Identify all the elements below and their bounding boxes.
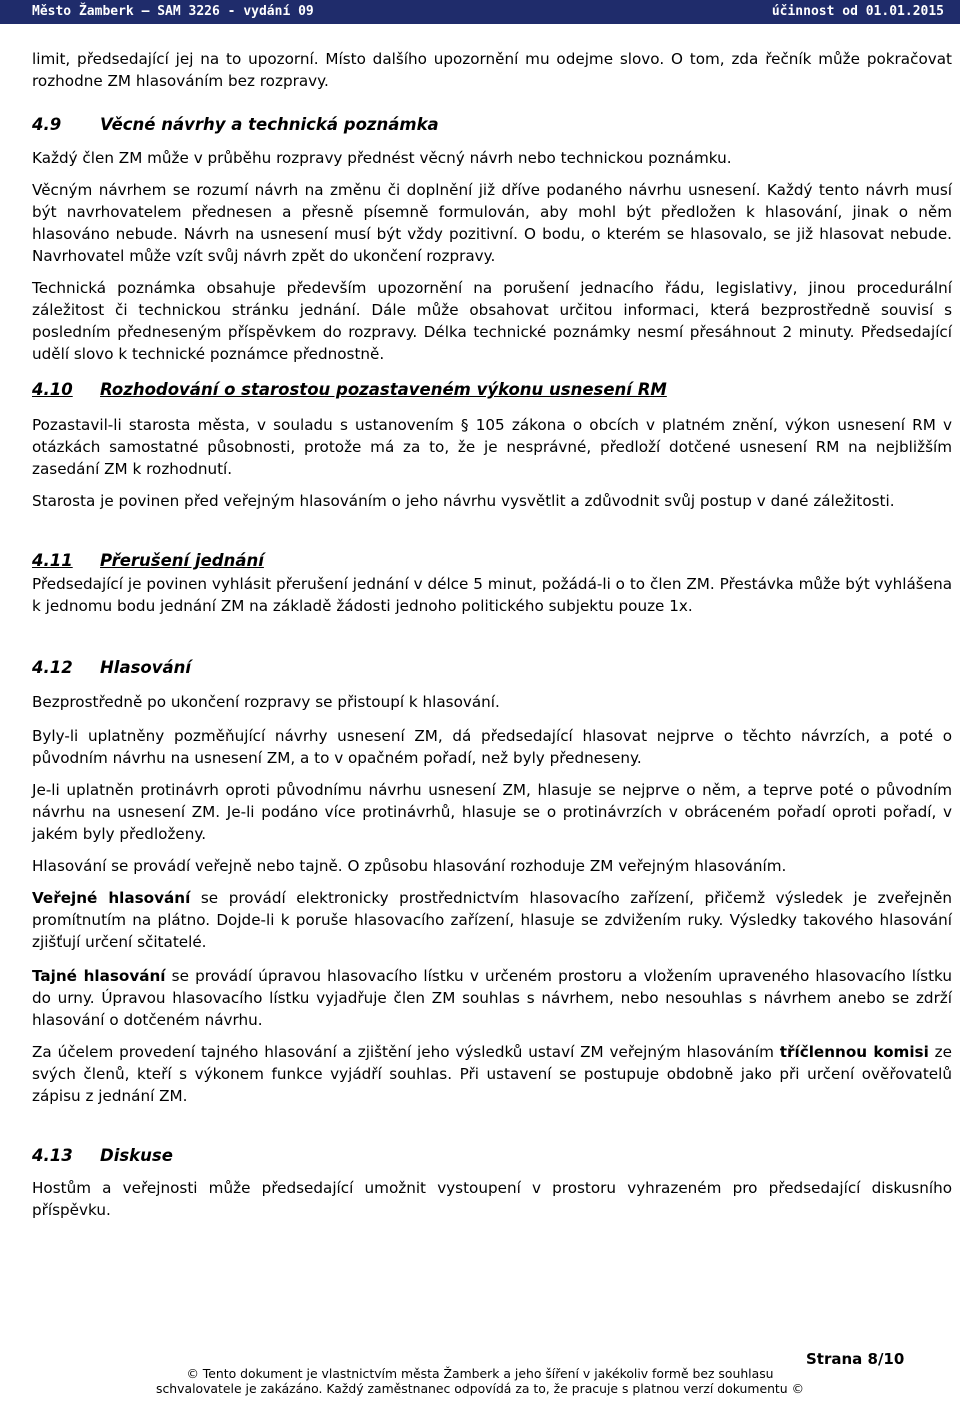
paragraph: limit, předsedající jej na to upozorní. Místo dalšího upozornění mu odejme slovo. O tom, zda řečník může pokračovat rozhodne ZM hlasováním bez rozpravy. [32,50,952,90]
header-effective-date: účinnost od 01.01.2015 [771,4,944,19]
section-title: Přerušení jednání [100,551,264,570]
document-header [0,0,960,24]
paragraph: Starosta je povinen před veřejným hlasováním o jeho návrhu vysvětlit a zdůvodnit svůj postup v dané záležitosti. [32,492,895,510]
paragraph [32,1041,952,1107]
paragraph: Hlasování se provádí veřejně nebo tajně. O způsobu hlasování rozhoduje ZM veřejným hlasováním. [32,857,787,875]
copyright-line-2: schvalovatele je zakázáno. Každý zaměstnanec odpovídá za to, že pracuje s platnou verzí dokumentu © [156,1381,804,1396]
paragraph: Technická poznámka obsahuje především upozornění na porušení jednacího řádu, legislativy, jinou procedurální záležitost či technickou stránku jednání. Dále může obsahovat určitou informaci, která bezprostředně souvisí s posledním předneseným příspěvkem do rozpravy. Délka technické poznámky nesmí přesáhnout 2 minuty. Předsedající udělí slovo k technické poznámce přednostně. [32,279,952,363]
paragraph-text: Za účelem provedení tajného hlasování a zjištění jeho výsledků ustaví ZM veřejným hlasováním [32,1043,780,1061]
bold-term: Tajné hlasování [32,967,166,985]
paragraph: Věcným návrhem se rozumí návrh na změnu či doplnění již dříve podaného návrhu usnesení. Každý tento návrh musí být navrhovatelem přednesen a přesně písemně formulován, aby mohl být předložen k hlasování, jinak o něm hlasováno nebude. Návrh na usnesení musí být vždy pozitivní. O bodu, o kterém se hlasovalo, se již hlasovat nebude. Navrhovatel může vzít svůj návrh zpět do ukončení rozpravy. [32,181,952,265]
paragraph-text: ze svých členů, kteří s výkonem funkce vyjádří souhlas. Při ustavení se postupuje obdobně jako při určení ověřovatelů zápisu z jednání ZM. [32,1043,952,1105]
bold-term: Veřejné hlasování [32,889,191,907]
paragraph [32,965,952,1031]
copyright-notice [0,1366,960,1396]
bold-term: tříčlennou komisi [779,1043,929,1061]
paragraph: Hostům a veřejnosti může předsedající umožnit vystoupení v prostoru vyhrazeném pro předsedající diskusního příspěvku. [32,1179,952,1219]
paragraph-text: se provádí elektronicky prostřednictvím hlasovacího zařízení, přičemž výsledek je zveřejněn promítnutím na plátno. Dojde-li k poruše hlasovacího zařízení, hlasuje se zdvižením ruky. Výsledky takového hlasování zjišťují určení sčitatelé. [32,889,952,951]
section-heading-4-11 [32,550,952,572]
paragraph: Předsedající je povinen vyhlásit přerušení jednání v délce 5 minut, požádá-li o to člen ZM. Přestávka může být vyhlášena k jednomu bodu jednání ZM na základě žádosti jednoho politického subjektu pouze 1x. [32,575,952,615]
paragraph: Pozastavil-li starosta města, v souladu s ustanovením § 105 zákona o obcích v platném znění, výkon usnesení RM v otázkách samostatné působnosti, protože má za to, že je nesprávné, předloží dotčené usnesení RM na nejbližším zasedání ZM k rozhodnutí. [32,416,952,478]
paragraph [32,887,952,953]
section-title: Diskuse [100,1146,173,1165]
section-number: 4.12 [32,658,73,677]
page-number: Strana 8/10 [806,1350,905,1368]
section-heading-4-10 [32,379,952,401]
paragraph: Každý člen ZM může v průběhu rozpravy přednést věcný návrh nebo technickou poznámku. [32,149,732,167]
section-number: 4.9 [32,115,62,134]
section-number: 4.11 [32,551,73,570]
document-footer [0,1349,960,1401]
section-title: Věcné návrhy a technická poznámka [100,115,439,134]
section-heading-4-12 [32,657,952,679]
section-heading-4-13 [32,1145,952,1167]
section-number: 4.10 [32,380,73,399]
paragraph: Byly-li uplatněny pozměňující návrhy usnesení ZM, dá předsedající hlasovat nejprve o těchto návrzích, a poté o původním návrhu na usnesení ZM, a to v opačném pořadí, než byly předneseny. [32,727,952,767]
paragraph: Bezprostředně po ukončení rozpravy se přistoupí k hlasování. [32,693,500,711]
paragraph-text: se provádí úpravou hlasovacího lístku v určeném prostoru a vložením upraveného hlasovacího lístku do urny. Úpravou hlasovacího lístku vyjadřuje člen ZM souhlas s návrhem, nebo nesouhlas s návrhem anebo se zdrží hlasování o dotčeném návrhu. [32,967,952,1029]
section-title: Rozhodování o starostou pozastaveném výkonu usnesení RM [100,380,667,399]
document-body [32,48,952,1221]
section-number: 4.13 [32,1146,73,1165]
section-heading-4-9 [32,114,952,136]
paragraph: Je-li uplatněn protinávrh oproti původnímu návrhu usnesení ZM, hlasuje se nejprve o něm, a teprve poté o původním návrhu na usnesení ZM. Je-li podáno více protinávrhů, hlasuje se o protinávrzích v obráceném pořadí oproti pořadí, v jakém byly předloženy. [32,781,952,843]
section-title: Hlasování [100,658,192,677]
header-document-id: Město Žamberk – SAM 3226 - vydání 09 [32,4,314,19]
copyright-line-1: © Tento dokument je vlastnictvím města Žamberk a jeho šíření v jakékoliv formě bez souhlasu [186,1366,774,1381]
